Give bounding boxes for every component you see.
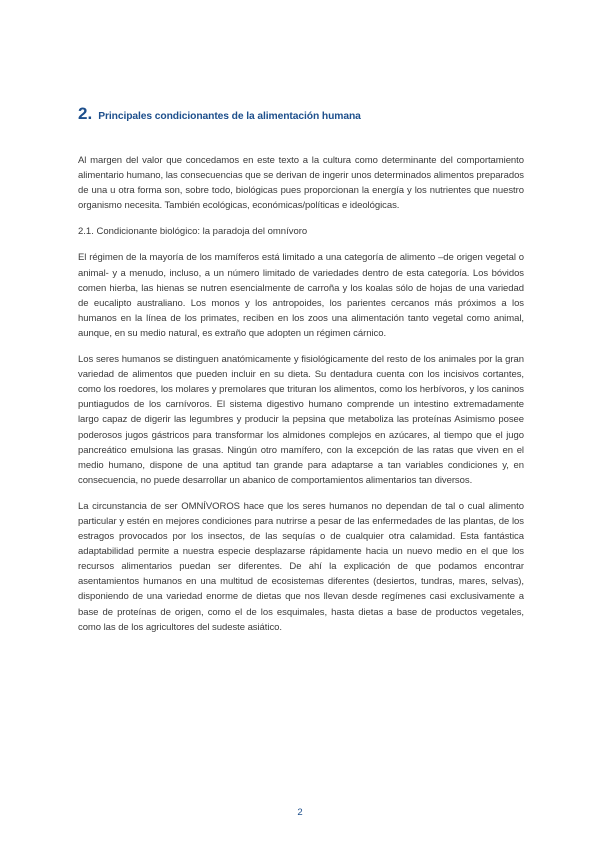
page-number: 2: [297, 807, 303, 818]
subsection-title: 2.1. Condicionante biológico: la paradoja del omnívoro: [78, 226, 308, 238]
section-title: Principales condicionantes de la alimentación humana: [98, 111, 361, 122]
document-page: [78, 104, 524, 646]
intro-paragraph: Al margen del valor que concedamos en este texto a la cultura como determinante del comportamiento alimentario humano, las consecuencias que se derivan de ingerir unos determinados alimentos preparados de una u otra forma son, sobre todo, biológicas pues proporcionan la energía y los nutrientes que nuestro organismo necesita. También ecológicas, económicas/políticas e ideológicas.: [78, 155, 524, 212]
section-number: 2.: [78, 104, 93, 123]
paragraph-mammal-diet: El régimen de la mayoría de los mamíferos está limitado a una categoría de alimento –de origen vegetal o animal- y a menudo, incluso, a un número limitado de variedades dentro de esta categoría. Los bóvidos comen hierba, las hienas se nutren esencialmente de carroña y los koalas sólo de hojas de una variedad de eucalipto australiano. Los monos y los antropoides, los parientes cercanos más próximos a los humanos en la línea de los primates, reciben en los zoos una alimentación tanto vegetal como animal, aunque, en su medio natural, es extraño que adopten un régimen cárnico.: [78, 252, 524, 339]
paragraph-human-anatomy: Los seres humanos se distinguen anatómicamente y fisiológicamente del resto de los animales por la gran variedad de alimentos que pueden incluir en su dieta. Su dentadura cuenta con los incisivos cortantes, como los roedores, los molares y premolares que trituran los alimentos, como los herbívoros, y los caninos puntiagudos de los carnívoros. El sistema digestivo humano comprende un intestino extremadamente largo capaz de digerir las legumbres y producir la pepsina que metaboliza las proteínas Asimismo posee poderosos jugos gástricos para transformar los almidones complejos en azúcares, al tiempo que el jugo pancreático emulsiona las grasas. Ningún otro mamífero, con la excepción de las ratas que viven en el medio humano, dispone de una aptitud tan grande para adaptarse a tan variables condiciones y, en consecuencia, no puede desarrollar un abanico de comportamientos alimentarios tan diversos.: [78, 354, 524, 486]
paragraph-omnivore-adaptability: La circunstancia de ser OMNÍVOROS hace que los seres humanos no dependan de tal o cual alimento particular y estén en mejores condiciones para nutrirse a pesar de las enfermedades de las plantas, de los estragos provocados por los insectos, de las sequías o de cualquier otra calamidad. Esta fantástica adaptabilidad permite a nuestra especie desplazarse rápidamente hacia un nuevo medio en el que los recursos alimentarios puedan ser diferentes. De ahí la explicación de que podamos encontrar asentamientos humanos en una multitud de ecosistemas diferentes (desiertos, tundras, mares, selvas), disponiendo de una variedad enorme de dietas que nos llevan desde regímenes casi exclusivamente a base de proteínas de origen, como el de los esquimales, hasta dietas a base de productos vegetales, como las de los agricultores del sudeste asiático.: [78, 500, 524, 633]
section-heading: [78, 104, 524, 124]
